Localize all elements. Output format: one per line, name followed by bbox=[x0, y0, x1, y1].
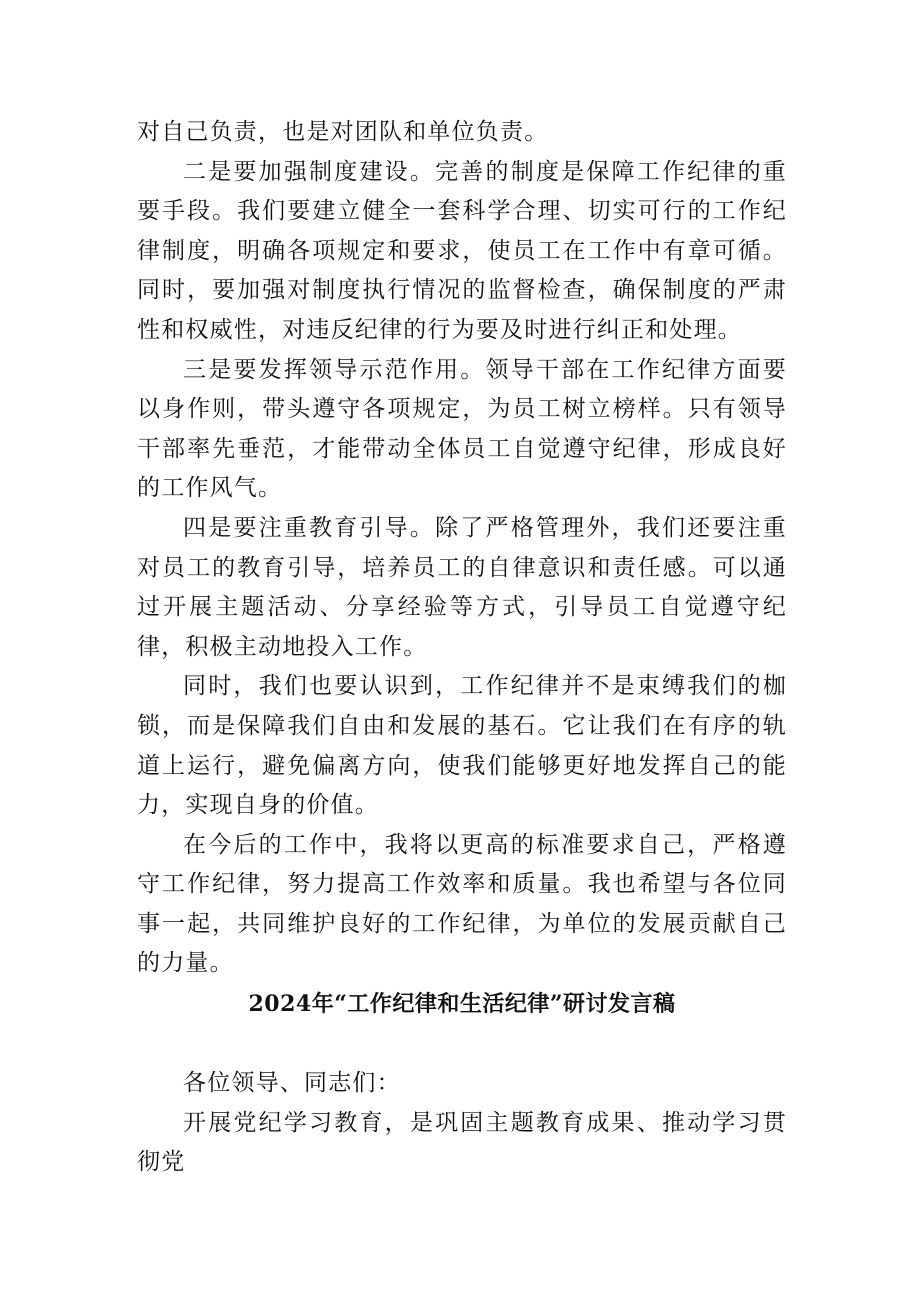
document-title: 2024年“工作纪律和生活纪律”研讨发言稿 bbox=[248, 991, 676, 1018]
paragraph-education-guidance: 四是要注重教育引导。除了严格管理外，我们还要注重对员工的教育引导，培养员工的自律意识和责任感。可以通过开展主题活动、分享经验等方式，引导员工自觉遵守纪律，积极主动地投入工作。 bbox=[137, 514, 787, 660]
paragraph-party-discipline-intro: 开展党纪学习教育，是巩固主题教育成果、推动学习贯彻党 bbox=[137, 1109, 787, 1176]
paragraph-leadership-example: 三是要发挥领导示范作用。领导干部在工作纪律方面要以身作则，带头遵守各项规定，为员工树立榜样。只有领导干部率先垂范，才能带动全体员工自觉遵守纪律，形成良好的工作风气。 bbox=[137, 356, 787, 502]
greeting: 各位领导、同志们： bbox=[183, 1070, 401, 1097]
spacer bbox=[137, 1024, 787, 1064]
paragraph-continuation: 对自己负责，也是对团队和单位负责。 bbox=[137, 119, 549, 145]
paragraph-discipline-foundation: 同时，我们也要认识到，工作纪律并不是束缚我们的枷锁，而是保障我们自由和发展的基石。它让我们在有序的轨道上运行，避免偏离方向，使我们能够更好地发挥自己的能力，实现自身的价值。 bbox=[137, 673, 787, 819]
paragraph-future-commitment: 在今后的工作中，我将以更高的标准要求自己，严格遵守工作纪律，努力提高工作效率和质量。我也希望与各位同事一起，共同维护良好的工作纪律，为单位的发展贡献自己的力量。 bbox=[137, 831, 787, 977]
paragraph-institution-building: 二是要加强制度建设。完善的制度是保障工作纪律的重要手段。我们要建立健全一套科学合理、切实可行的工作纪律制度，明确各项规定和要求，使员工在工作中有章可循。同时，要加强对制度执行情况的监督检查，确保制度的严肃性和权威性，对违反纪律的行为要及时进行纠正和处理。 bbox=[137, 158, 787, 343]
document-body bbox=[137, 113, 787, 1183]
